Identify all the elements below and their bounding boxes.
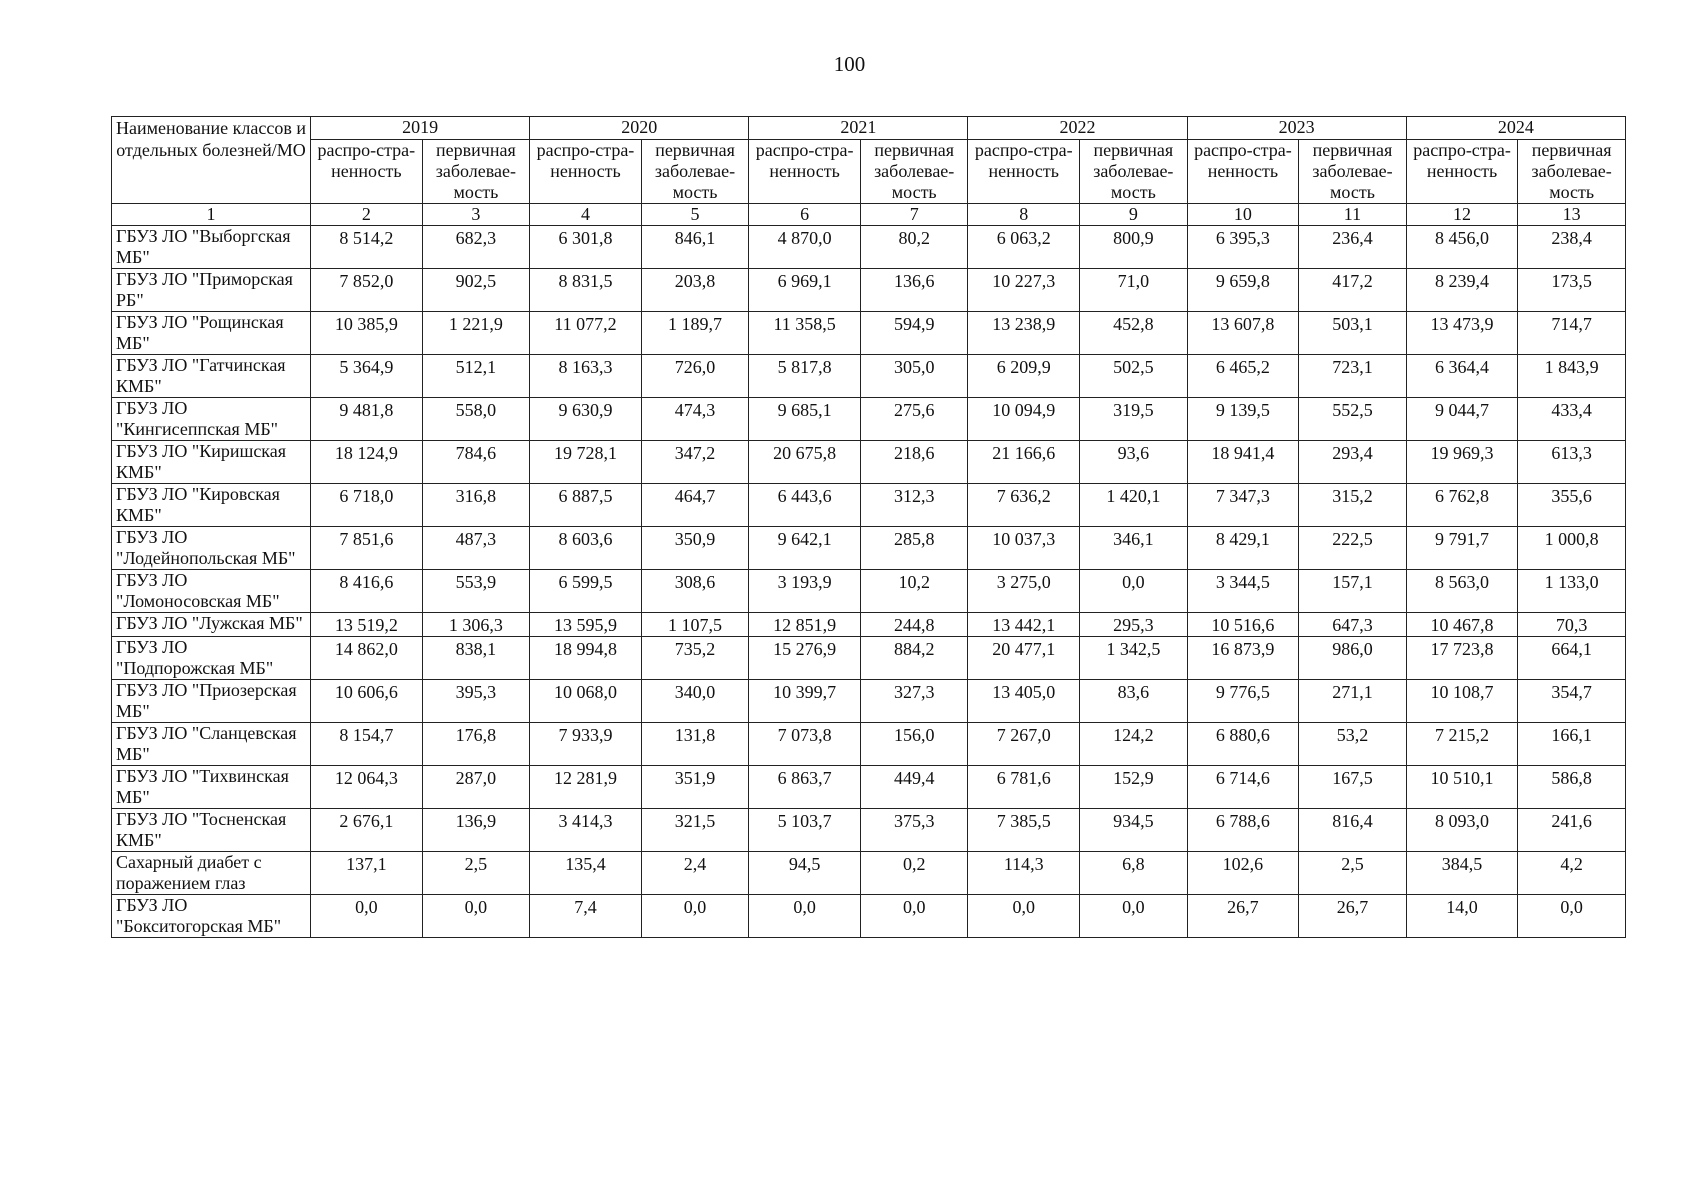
incidence-cell: 594,9 xyxy=(860,312,968,355)
incidence-cell: 93,6 xyxy=(1080,441,1188,484)
morbidity-table xyxy=(111,116,1626,938)
prevalence-cell: 20 477,1 xyxy=(968,637,1080,680)
prevalence-header: распро-стра-ненность xyxy=(311,140,423,204)
row-name: ГБУЗ ЛО "Выборгская МБ" xyxy=(112,226,311,269)
prevalence-cell: 10 094,9 xyxy=(968,398,1080,441)
table-row xyxy=(112,680,1626,723)
prevalence-cell: 6 364,4 xyxy=(1406,355,1518,398)
prevalence-cell: 7 852,0 xyxy=(311,269,423,312)
incidence-cell: 934,5 xyxy=(1080,809,1188,852)
prevalence-cell: 114,3 xyxy=(968,852,1080,895)
prevalence-cell: 7 933,9 xyxy=(530,723,642,766)
prevalence-cell: 8 429,1 xyxy=(1187,527,1299,570)
incidence-header: первичная заболевае-мость xyxy=(422,140,530,204)
incidence-cell: 0,0 xyxy=(422,895,530,938)
incidence-cell: 321,5 xyxy=(641,809,749,852)
row-name: ГБУЗ ЛО "Подпорожская МБ" xyxy=(112,637,311,680)
incidence-cell: 800,9 xyxy=(1080,226,1188,269)
incidence-cell: 838,1 xyxy=(422,637,530,680)
incidence-cell: 2,4 xyxy=(641,852,749,895)
incidence-cell: 308,6 xyxy=(641,570,749,613)
prevalence-cell: 13 473,9 xyxy=(1406,312,1518,355)
year-header-2019: 2019 xyxy=(311,117,530,140)
prevalence-cell: 10 037,3 xyxy=(968,527,1080,570)
prevalence-cell: 6 599,5 xyxy=(530,570,642,613)
prevalence-cell: 12 851,9 xyxy=(749,613,861,637)
incidence-cell: 167,5 xyxy=(1299,766,1407,809)
incidence-cell: 10,2 xyxy=(860,570,968,613)
incidence-cell: 136,6 xyxy=(860,269,968,312)
prevalence-cell: 17 723,8 xyxy=(1406,637,1518,680)
prevalence-cell: 19 728,1 xyxy=(530,441,642,484)
prevalence-cell: 6 863,7 xyxy=(749,766,861,809)
incidence-cell: 293,4 xyxy=(1299,441,1407,484)
prevalence-cell: 13 595,9 xyxy=(530,613,642,637)
row-name: ГБУЗ ЛО "Кингисеппская МБ" xyxy=(112,398,311,441)
incidence-cell: 287,0 xyxy=(422,766,530,809)
prevalence-cell: 16 873,9 xyxy=(1187,637,1299,680)
incidence-cell: 355,6 xyxy=(1518,484,1626,527)
prevalence-cell: 13 442,1 xyxy=(968,613,1080,637)
prevalence-cell: 6 969,1 xyxy=(749,269,861,312)
incidence-cell: 327,3 xyxy=(860,680,968,723)
prevalence-cell: 10 068,0 xyxy=(530,680,642,723)
prevalence-cell: 15 276,9 xyxy=(749,637,861,680)
incidence-header: первичная заболевае-мость xyxy=(1299,140,1407,204)
table-row xyxy=(112,355,1626,398)
incidence-cell: 347,2 xyxy=(641,441,749,484)
incidence-header: первичная заболевае-мость xyxy=(1518,140,1626,204)
column-number: 10 xyxy=(1187,204,1299,226)
incidence-cell: 83,6 xyxy=(1080,680,1188,723)
prevalence-cell: 9 685,1 xyxy=(749,398,861,441)
prevalence-cell: 10 516,6 xyxy=(1187,613,1299,637)
table-row xyxy=(112,723,1626,766)
prevalence-cell: 3 344,5 xyxy=(1187,570,1299,613)
column-number: 6 xyxy=(749,204,861,226)
table-body xyxy=(112,204,1626,938)
prevalence-cell: 6 209,9 xyxy=(968,355,1080,398)
column-number: 7 xyxy=(860,204,968,226)
year-header-2020: 2020 xyxy=(530,117,749,140)
incidence-cell: 487,3 xyxy=(422,527,530,570)
column-number: 13 xyxy=(1518,204,1626,226)
row-name: ГБУЗ ЛО "Тихвинская МБ" xyxy=(112,766,311,809)
name-column-header: Наименование классов и отдельных болезней/МО xyxy=(112,117,311,204)
column-number: 8 xyxy=(968,204,1080,226)
prevalence-cell: 11 077,2 xyxy=(530,312,642,355)
prevalence-header: распро-стра-ненность xyxy=(530,140,642,204)
prevalence-header: распро-стра-ненность xyxy=(1406,140,1518,204)
prevalence-cell: 7 073,8 xyxy=(749,723,861,766)
incidence-cell: 375,3 xyxy=(860,809,968,852)
incidence-cell: 1 306,3 xyxy=(422,613,530,637)
prevalence-cell: 19 969,3 xyxy=(1406,441,1518,484)
incidence-cell: 6,8 xyxy=(1080,852,1188,895)
year-header-2021: 2021 xyxy=(749,117,968,140)
incidence-cell: 553,9 xyxy=(422,570,530,613)
prevalence-cell: 3 193,9 xyxy=(749,570,861,613)
prevalence-cell: 135,4 xyxy=(530,852,642,895)
prevalence-cell: 6 063,2 xyxy=(968,226,1080,269)
incidence-cell: 1 000,8 xyxy=(1518,527,1626,570)
prevalence-cell: 12 281,9 xyxy=(530,766,642,809)
row-name: ГБУЗ ЛО "Кировская КМБ" xyxy=(112,484,311,527)
prevalence-cell: 10 227,3 xyxy=(968,269,1080,312)
incidence-cell: 647,3 xyxy=(1299,613,1407,637)
column-number: 5 xyxy=(641,204,749,226)
incidence-cell: 319,5 xyxy=(1080,398,1188,441)
prevalence-cell: 0,0 xyxy=(968,895,1080,938)
prevalence-cell: 6 714,6 xyxy=(1187,766,1299,809)
prevalence-cell: 9 776,5 xyxy=(1187,680,1299,723)
prevalence-header: распро-стра-ненность xyxy=(1187,140,1299,204)
prevalence-cell: 18 994,8 xyxy=(530,637,642,680)
table-row xyxy=(112,226,1626,269)
prevalence-cell: 13 405,0 xyxy=(968,680,1080,723)
prevalence-cell: 14 862,0 xyxy=(311,637,423,680)
prevalence-cell: 10 385,9 xyxy=(311,312,423,355)
row-name: ГБУЗ ЛО "Ломоносовская МБ" xyxy=(112,570,311,613)
incidence-cell: 305,0 xyxy=(860,355,968,398)
prevalence-cell: 10 399,7 xyxy=(749,680,861,723)
prevalence-cell: 8 239,4 xyxy=(1406,269,1518,312)
incidence-cell: 0,0 xyxy=(860,895,968,938)
incidence-cell: 285,8 xyxy=(860,527,968,570)
prevalence-cell: 102,6 xyxy=(1187,852,1299,895)
row-name: Сахарный диабет с поражением глаз xyxy=(112,852,311,895)
incidence-header: первичная заболевае-мость xyxy=(860,140,968,204)
incidence-header: первичная заболевае-мость xyxy=(641,140,749,204)
prevalence-cell: 3 414,3 xyxy=(530,809,642,852)
incidence-cell: 784,6 xyxy=(422,441,530,484)
table-row xyxy=(112,637,1626,680)
incidence-cell: 0,0 xyxy=(1080,895,1188,938)
row-name: ГБУЗ ЛО "Тосненская КМБ" xyxy=(112,809,311,852)
prevalence-cell: 13 519,2 xyxy=(311,613,423,637)
incidence-cell: 316,8 xyxy=(422,484,530,527)
incidence-cell: 449,4 xyxy=(860,766,968,809)
prevalence-cell: 9 659,8 xyxy=(1187,269,1299,312)
prevalence-cell: 9 630,9 xyxy=(530,398,642,441)
incidence-cell: 512,1 xyxy=(422,355,530,398)
prevalence-cell: 8 831,5 xyxy=(530,269,642,312)
incidence-cell: 552,5 xyxy=(1299,398,1407,441)
incidence-cell: 735,2 xyxy=(641,637,749,680)
incidence-cell: 558,0 xyxy=(422,398,530,441)
incidence-cell: 1 843,9 xyxy=(1518,355,1626,398)
prevalence-cell: 10 606,6 xyxy=(311,680,423,723)
incidence-cell: 0,0 xyxy=(1080,570,1188,613)
incidence-cell: 157,1 xyxy=(1299,570,1407,613)
incidence-cell: 1 133,0 xyxy=(1518,570,1626,613)
column-number-row xyxy=(112,204,1626,226)
incidence-cell: 152,9 xyxy=(1080,766,1188,809)
prevalence-cell: 9 481,8 xyxy=(311,398,423,441)
row-name: ГБУЗ ЛО "Киришская КМБ" xyxy=(112,441,311,484)
incidence-cell: 124,2 xyxy=(1080,723,1188,766)
incidence-cell: 350,9 xyxy=(641,527,749,570)
incidence-cell: 346,1 xyxy=(1080,527,1188,570)
column-number: 3 xyxy=(422,204,530,226)
prevalence-cell: 5 817,8 xyxy=(749,355,861,398)
prevalence-cell: 9 044,7 xyxy=(1406,398,1518,441)
incidence-cell: 275,6 xyxy=(860,398,968,441)
prevalence-cell: 9 642,1 xyxy=(749,527,861,570)
prevalence-cell: 6 718,0 xyxy=(311,484,423,527)
prevalence-cell: 6 762,8 xyxy=(1406,484,1518,527)
prevalence-cell: 3 275,0 xyxy=(968,570,1080,613)
table-row xyxy=(112,269,1626,312)
incidence-cell: 723,1 xyxy=(1299,355,1407,398)
row-name: ГБУЗ ЛО "Лодейнопольская МБ" xyxy=(112,527,311,570)
row-name: ГБУЗ ЛО "Приморская РБ" xyxy=(112,269,311,312)
incidence-cell: 502,5 xyxy=(1080,355,1188,398)
prevalence-cell: 7 215,2 xyxy=(1406,723,1518,766)
column-number: 12 xyxy=(1406,204,1518,226)
row-name: ГБУЗ ЛО "Бокситогорская МБ" xyxy=(112,895,311,938)
prevalence-cell: 6 465,2 xyxy=(1187,355,1299,398)
prevalence-cell: 13 607,8 xyxy=(1187,312,1299,355)
column-number: 1 xyxy=(112,204,311,226)
incidence-cell: 80,2 xyxy=(860,226,968,269)
prevalence-cell: 8 456,0 xyxy=(1406,226,1518,269)
incidence-cell: 452,8 xyxy=(1080,312,1188,355)
incidence-cell: 70,3 xyxy=(1518,613,1626,637)
incidence-cell: 714,7 xyxy=(1518,312,1626,355)
incidence-cell: 1 342,5 xyxy=(1080,637,1188,680)
prevalence-cell: 9 791,7 xyxy=(1406,527,1518,570)
prevalence-cell: 11 358,5 xyxy=(749,312,861,355)
morbidity-table-container xyxy=(111,116,1626,938)
prevalence-cell: 8 603,6 xyxy=(530,527,642,570)
prevalence-cell: 384,5 xyxy=(1406,852,1518,895)
prevalence-cell: 6 301,8 xyxy=(530,226,642,269)
row-name: ГБУЗ ЛО "Рощинская МБ" xyxy=(112,312,311,355)
incidence-cell: 2,5 xyxy=(422,852,530,895)
incidence-cell: 0,0 xyxy=(1518,895,1626,938)
incidence-cell: 203,8 xyxy=(641,269,749,312)
table-row xyxy=(112,809,1626,852)
table-row xyxy=(112,613,1626,637)
prevalence-header: распро-стра-ненность xyxy=(968,140,1080,204)
incidence-cell: 340,0 xyxy=(641,680,749,723)
page-number: 100 xyxy=(833,52,866,76)
prevalence-cell: 7 636,2 xyxy=(968,484,1080,527)
incidence-cell: 726,0 xyxy=(641,355,749,398)
incidence-cell: 1 420,1 xyxy=(1080,484,1188,527)
incidence-cell: 156,0 xyxy=(860,723,968,766)
incidence-cell: 986,0 xyxy=(1299,637,1407,680)
incidence-cell: 503,1 xyxy=(1299,312,1407,355)
prevalence-cell: 7,4 xyxy=(530,895,642,938)
incidence-cell: 2,5 xyxy=(1299,852,1407,895)
incidence-cell: 902,5 xyxy=(422,269,530,312)
prevalence-cell: 7 267,0 xyxy=(968,723,1080,766)
prevalence-cell: 8 563,0 xyxy=(1406,570,1518,613)
prevalence-cell: 5 364,9 xyxy=(311,355,423,398)
incidence-cell: 1 189,7 xyxy=(641,312,749,355)
incidence-cell: 241,6 xyxy=(1518,809,1626,852)
prevalence-cell: 26,7 xyxy=(1187,895,1299,938)
prevalence-cell: 12 064,3 xyxy=(311,766,423,809)
incidence-cell: 222,5 xyxy=(1299,527,1407,570)
incidence-cell: 0,0 xyxy=(641,895,749,938)
table-row xyxy=(112,852,1626,895)
incidence-cell: 136,9 xyxy=(422,809,530,852)
prevalence-cell: 0,0 xyxy=(311,895,423,938)
incidence-cell: 315,2 xyxy=(1299,484,1407,527)
prevalence-cell: 21 166,6 xyxy=(968,441,1080,484)
incidence-cell: 354,7 xyxy=(1518,680,1626,723)
row-name: ГБУЗ ЛО "Сланцевская МБ" xyxy=(112,723,311,766)
prevalence-cell: 6 788,6 xyxy=(1187,809,1299,852)
incidence-cell: 433,4 xyxy=(1518,398,1626,441)
incidence-cell: 295,3 xyxy=(1080,613,1188,637)
prevalence-cell: 6 395,3 xyxy=(1187,226,1299,269)
incidence-cell: 176,8 xyxy=(422,723,530,766)
incidence-cell: 238,4 xyxy=(1518,226,1626,269)
prevalence-cell: 137,1 xyxy=(311,852,423,895)
incidence-cell: 271,1 xyxy=(1299,680,1407,723)
incidence-cell: 1 107,5 xyxy=(641,613,749,637)
table-row xyxy=(112,398,1626,441)
prevalence-cell: 8 163,3 xyxy=(530,355,642,398)
prevalence-cell: 9 139,5 xyxy=(1187,398,1299,441)
column-number: 9 xyxy=(1080,204,1188,226)
prevalence-cell: 6 781,6 xyxy=(968,766,1080,809)
column-number: 2 xyxy=(311,204,423,226)
year-header-2022: 2022 xyxy=(968,117,1187,140)
incidence-cell: 846,1 xyxy=(641,226,749,269)
incidence-cell: 884,2 xyxy=(860,637,968,680)
incidence-cell: 351,9 xyxy=(641,766,749,809)
incidence-cell: 218,6 xyxy=(860,441,968,484)
prevalence-cell: 8 514,2 xyxy=(311,226,423,269)
incidence-cell: 464,7 xyxy=(641,484,749,527)
prevalence-cell: 0,0 xyxy=(749,895,861,938)
incidence-cell: 236,4 xyxy=(1299,226,1407,269)
year-header-row xyxy=(112,117,1626,140)
incidence-cell: 0,2 xyxy=(860,852,968,895)
prevalence-cell: 8 416,6 xyxy=(311,570,423,613)
incidence-cell: 816,4 xyxy=(1299,809,1407,852)
prevalence-cell: 5 103,7 xyxy=(749,809,861,852)
incidence-cell: 1 221,9 xyxy=(422,312,530,355)
prevalence-cell: 18 124,9 xyxy=(311,441,423,484)
prevalence-cell: 7 385,5 xyxy=(968,809,1080,852)
incidence-cell: 395,3 xyxy=(422,680,530,723)
incidence-cell: 613,3 xyxy=(1518,441,1626,484)
table-row xyxy=(112,527,1626,570)
prevalence-cell: 10 108,7 xyxy=(1406,680,1518,723)
prevalence-cell: 6 880,6 xyxy=(1187,723,1299,766)
incidence-cell: 53,2 xyxy=(1299,723,1407,766)
prevalence-cell: 18 941,4 xyxy=(1187,441,1299,484)
year-header-2024: 2024 xyxy=(1406,117,1625,140)
incidence-cell: 474,3 xyxy=(641,398,749,441)
prevalence-cell: 14,0 xyxy=(1406,895,1518,938)
incidence-cell: 131,8 xyxy=(641,723,749,766)
prevalence-cell: 6 443,6 xyxy=(749,484,861,527)
table-row xyxy=(112,570,1626,613)
prevalence-cell: 8 154,7 xyxy=(311,723,423,766)
incidence-cell: 166,1 xyxy=(1518,723,1626,766)
prevalence-cell: 13 238,9 xyxy=(968,312,1080,355)
prevalence-cell: 10 467,8 xyxy=(1406,613,1518,637)
prevalence-cell: 7 347,3 xyxy=(1187,484,1299,527)
table-row xyxy=(112,484,1626,527)
table-row xyxy=(112,895,1626,938)
incidence-cell: 26,7 xyxy=(1299,895,1407,938)
incidence-cell: 417,2 xyxy=(1299,269,1407,312)
prevalence-header: распро-стра-ненность xyxy=(749,140,861,204)
incidence-cell: 4,2 xyxy=(1518,852,1626,895)
column-number: 11 xyxy=(1299,204,1407,226)
row-name: ГБУЗ ЛО "Лужская МБ" xyxy=(112,613,311,637)
subheader-row xyxy=(112,140,1626,204)
row-name: ГБУЗ ЛО "Гатчинская КМБ" xyxy=(112,355,311,398)
prevalence-cell: 6 887,5 xyxy=(530,484,642,527)
incidence-cell: 244,8 xyxy=(860,613,968,637)
year-header-2023: 2023 xyxy=(1187,117,1406,140)
row-name: ГБУЗ ЛО "Приозерская МБ" xyxy=(112,680,311,723)
table-row xyxy=(112,312,1626,355)
prevalence-cell: 7 851,6 xyxy=(311,527,423,570)
column-number: 4 xyxy=(530,204,642,226)
prevalence-cell: 94,5 xyxy=(749,852,861,895)
table-row xyxy=(112,441,1626,484)
incidence-header: первичная заболевае-мость xyxy=(1080,140,1188,204)
prevalence-cell: 8 093,0 xyxy=(1406,809,1518,852)
table-row xyxy=(112,766,1626,809)
incidence-cell: 312,3 xyxy=(860,484,968,527)
incidence-cell: 71,0 xyxy=(1080,269,1188,312)
prevalence-cell: 20 675,8 xyxy=(749,441,861,484)
prevalence-cell: 4 870,0 xyxy=(749,226,861,269)
incidence-cell: 682,3 xyxy=(422,226,530,269)
incidence-cell: 586,8 xyxy=(1518,766,1626,809)
prevalence-cell: 10 510,1 xyxy=(1406,766,1518,809)
prevalence-cell: 2 676,1 xyxy=(311,809,423,852)
incidence-cell: 173,5 xyxy=(1518,269,1626,312)
incidence-cell: 664,1 xyxy=(1518,637,1626,680)
